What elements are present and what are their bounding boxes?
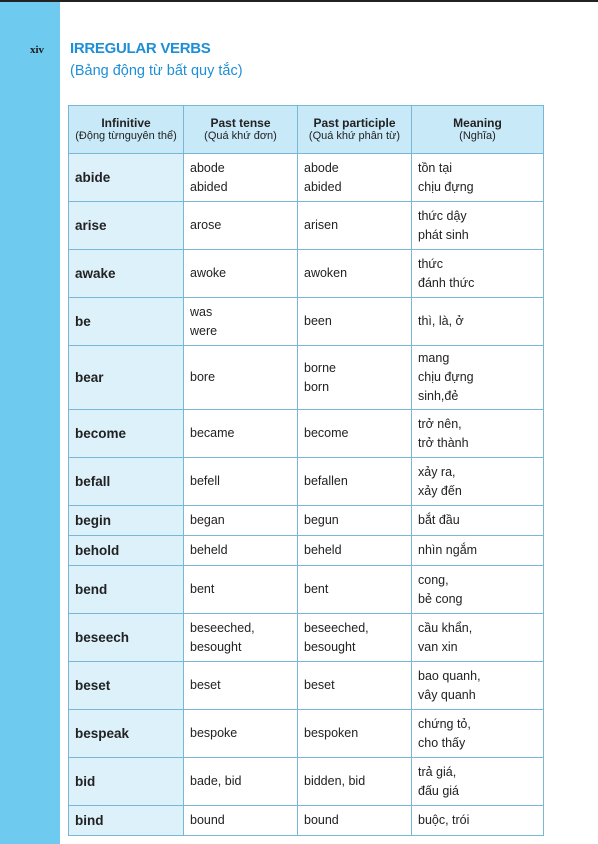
cell-past-tense-line: beheld	[190, 543, 228, 557]
cell-past-tense	[184, 458, 298, 506]
table-row	[69, 662, 544, 710]
cell-infinitive: bid	[69, 758, 184, 806]
cell-past-tense	[184, 662, 298, 710]
cell-past-participle-line: begun	[304, 513, 339, 527]
cell-past-participle	[298, 758, 412, 806]
table-row	[69, 758, 544, 806]
cell-past-participle-line: beheld	[304, 543, 342, 557]
cell-meaning	[412, 566, 544, 614]
cell-infinitive: bend	[69, 566, 184, 614]
cell-past-tense	[184, 346, 298, 410]
cell-past-participle	[298, 346, 412, 410]
cell-past-participle-line: become	[304, 426, 349, 440]
cell-meaning-line: trở thành	[418, 435, 469, 450]
cell-meaning-line: trả giá,	[418, 764, 457, 779]
cell-infinitive: bind	[69, 806, 184, 836]
cell-past-tense-line: were	[190, 323, 218, 338]
header-past-participle-label: Past participle	[313, 115, 396, 130]
cell-meaning	[412, 410, 544, 458]
header-row	[69, 106, 544, 154]
cell-past-participle	[298, 662, 412, 710]
cell-meaning-line: vây quanh	[418, 687, 476, 702]
cell-past-tense-line: besought	[190, 639, 242, 654]
page-number: xiv	[30, 44, 45, 56]
cell-infinitive: awake	[69, 250, 184, 298]
cell-past-tense-line: bespoke	[190, 726, 238, 740]
table-row	[69, 506, 544, 536]
table-row	[69, 536, 544, 566]
cell-meaning-line: chịu đựng	[418, 370, 474, 384]
header-meaning	[412, 106, 544, 154]
cell-infinitive: beseech	[69, 614, 184, 662]
cell-meaning-line: tồn tại	[418, 160, 453, 175]
page-subtitle: (Bảng động từ bất quy tắc)	[70, 63, 243, 79]
cell-infinitive: be	[69, 298, 184, 346]
cell-past-tense-line: was	[190, 304, 213, 319]
cell-past-participle-line: bent	[304, 582, 329, 596]
cell-meaning-line: bao quanh,	[418, 668, 481, 683]
header-infinitive-label: Infinitive	[101, 115, 151, 130]
cell-past-tense	[184, 410, 298, 458]
cell-past-tense	[184, 202, 298, 250]
cell-past-tense-line: bade, bid	[190, 774, 242, 788]
cell-meaning-line: nhìn ngắm	[418, 543, 478, 557]
cell-meaning	[412, 506, 544, 536]
header-past-tense-sublabel: (Quá khứ đơn)	[204, 129, 277, 142]
cell-past-participle-line: borne	[304, 360, 336, 375]
page-title: IRREGULAR VERBS	[70, 40, 211, 57]
header-past-tense	[184, 106, 298, 154]
table-row	[69, 410, 544, 458]
table-row	[69, 806, 544, 836]
cell-past-participle-line: bespoken	[304, 726, 359, 740]
cell-past-tense-line: awoke	[190, 266, 227, 280]
cell-meaning	[412, 458, 544, 506]
header-past-tense-label: Past tense	[210, 115, 271, 130]
cell-past-participle-line: born	[304, 379, 330, 394]
cell-meaning-line: đánh thức	[418, 275, 475, 290]
cell-past-tense-line: beseeched,	[190, 620, 255, 635]
header-infinitive	[69, 106, 184, 154]
header-meaning-sublabel: (Nghĩa)	[459, 129, 496, 142]
cell-infinitive: bespeak	[69, 710, 184, 758]
header-infinitive-sublabel: nguyên thể)	[118, 129, 177, 142]
cell-infinitive: arise	[69, 202, 184, 250]
cell-meaning-line: chịu đựng	[418, 179, 474, 194]
side-band	[0, 2, 60, 844]
cell-meaning-line: cong,	[418, 572, 449, 587]
cell-infinitive: behold	[69, 536, 184, 566]
cell-meaning	[412, 536, 544, 566]
cell-meaning-line: thức dậy	[418, 208, 467, 223]
table-row	[69, 614, 544, 662]
cell-past-tense-line: abided	[190, 179, 228, 194]
table-body	[69, 154, 544, 836]
cell-past-tense	[184, 614, 298, 662]
cell-past-participle	[298, 566, 412, 614]
cell-past-tense	[184, 758, 298, 806]
cell-meaning-line: mang	[418, 351, 450, 365]
cell-meaning-line: thức	[418, 256, 444, 271]
cell-past-participle	[298, 506, 412, 536]
cell-meaning-line: xảy đến	[418, 483, 462, 498]
cell-past-participle	[298, 458, 412, 506]
cell-meaning-line: xảy ra,	[418, 464, 456, 479]
header-infinitive-sublabel: (Động từ	[75, 129, 119, 142]
cell-past-tense	[184, 806, 298, 836]
cell-meaning	[412, 346, 544, 410]
cell-past-participle	[298, 202, 412, 250]
irregular-verbs-table	[68, 105, 544, 836]
cell-meaning	[412, 662, 544, 710]
cell-meaning-line: trở nên,	[418, 416, 462, 431]
header-meaning-label: Meaning	[453, 115, 502, 130]
cell-meaning	[412, 614, 544, 662]
cell-past-participle-line: been	[304, 314, 332, 328]
cell-past-tense-line: abode	[190, 160, 225, 175]
table-row	[69, 710, 544, 758]
table-row	[69, 202, 544, 250]
cell-past-participle-line: beseeched,	[304, 620, 369, 635]
cell-meaning	[412, 710, 544, 758]
cell-past-tense	[184, 710, 298, 758]
cell-past-tense	[184, 298, 298, 346]
table-row	[69, 346, 544, 410]
cell-meaning-line: bắt đầu	[418, 513, 460, 527]
cell-meaning-line: cho thấy	[418, 735, 466, 750]
cell-meaning	[412, 154, 544, 202]
cell-past-tense-line: beset	[190, 678, 221, 692]
cell-past-tense-line: arose	[190, 218, 222, 232]
cell-past-tense-line: bent	[190, 582, 215, 596]
cell-infinitive: abide	[69, 154, 184, 202]
cell-past-participle	[298, 154, 412, 202]
cell-meaning-line: sinh,đẻ	[418, 389, 459, 403]
cell-past-participle	[298, 806, 412, 836]
cell-past-participle-line: befallen	[304, 474, 348, 488]
table-row	[69, 298, 544, 346]
table-row	[69, 566, 544, 614]
cell-past-participle-line: besought	[304, 639, 356, 654]
cell-infinitive: befall	[69, 458, 184, 506]
cell-past-tense	[184, 250, 298, 298]
cell-infinitive: beset	[69, 662, 184, 710]
cell-meaning-line: phát sinh	[418, 227, 469, 242]
table-row	[69, 458, 544, 506]
cell-meaning	[412, 298, 544, 346]
table-header	[69, 106, 544, 154]
cell-past-participle	[298, 710, 412, 758]
cell-past-tense	[184, 154, 298, 202]
cell-past-participle-line: abided	[304, 179, 342, 194]
header-past-participle-sublabel: (Quá khứ phân từ)	[308, 129, 401, 142]
cell-past-tense-line: befell	[190, 474, 220, 488]
cell-meaning-line: buộc, trói	[418, 813, 470, 827]
cell-meaning-line: chứng tỏ,	[418, 716, 471, 731]
cell-past-participle-line: abode	[304, 160, 339, 175]
cell-past-tense	[184, 506, 298, 536]
cell-past-participle-line: awoken	[304, 266, 348, 280]
cell-past-participle-line: arisen	[304, 218, 339, 232]
cell-past-participle	[298, 250, 412, 298]
cell-meaning-line: van xin	[418, 639, 458, 654]
cell-past-tense-line: became	[190, 426, 235, 440]
cell-past-participle-line: beset	[304, 678, 335, 692]
cell-past-tense-line: bound	[190, 813, 225, 827]
cell-past-participle-line: bound	[304, 813, 339, 827]
cell-infinitive: bear	[69, 346, 184, 410]
cell-meaning	[412, 806, 544, 836]
cell-infinitive: become	[69, 410, 184, 458]
cell-meaning-line: thì, là, ở	[418, 314, 464, 328]
cell-past-tense-line: began	[190, 513, 225, 527]
cell-past-tense-line: bore	[190, 370, 216, 384]
cell-meaning	[412, 758, 544, 806]
header-past-participle	[298, 106, 412, 154]
cell-past-participle	[298, 536, 412, 566]
table-row	[69, 154, 544, 202]
cell-meaning-line: bẻ cong	[418, 591, 463, 606]
top-rule	[0, 0, 598, 2]
cell-meaning-line: cầu khẩn,	[418, 620, 473, 635]
cell-past-participle	[298, 298, 412, 346]
cell-meaning-line: đấu giá	[418, 783, 460, 798]
cell-meaning	[412, 202, 544, 250]
table-row	[69, 250, 544, 298]
cell-past-tense	[184, 566, 298, 614]
cell-past-participle-line: bidden, bid	[304, 774, 366, 788]
cell-meaning	[412, 250, 544, 298]
cell-infinitive: begin	[69, 506, 184, 536]
cell-past-participle	[298, 614, 412, 662]
cell-past-tense	[184, 536, 298, 566]
cell-past-participle	[298, 410, 412, 458]
